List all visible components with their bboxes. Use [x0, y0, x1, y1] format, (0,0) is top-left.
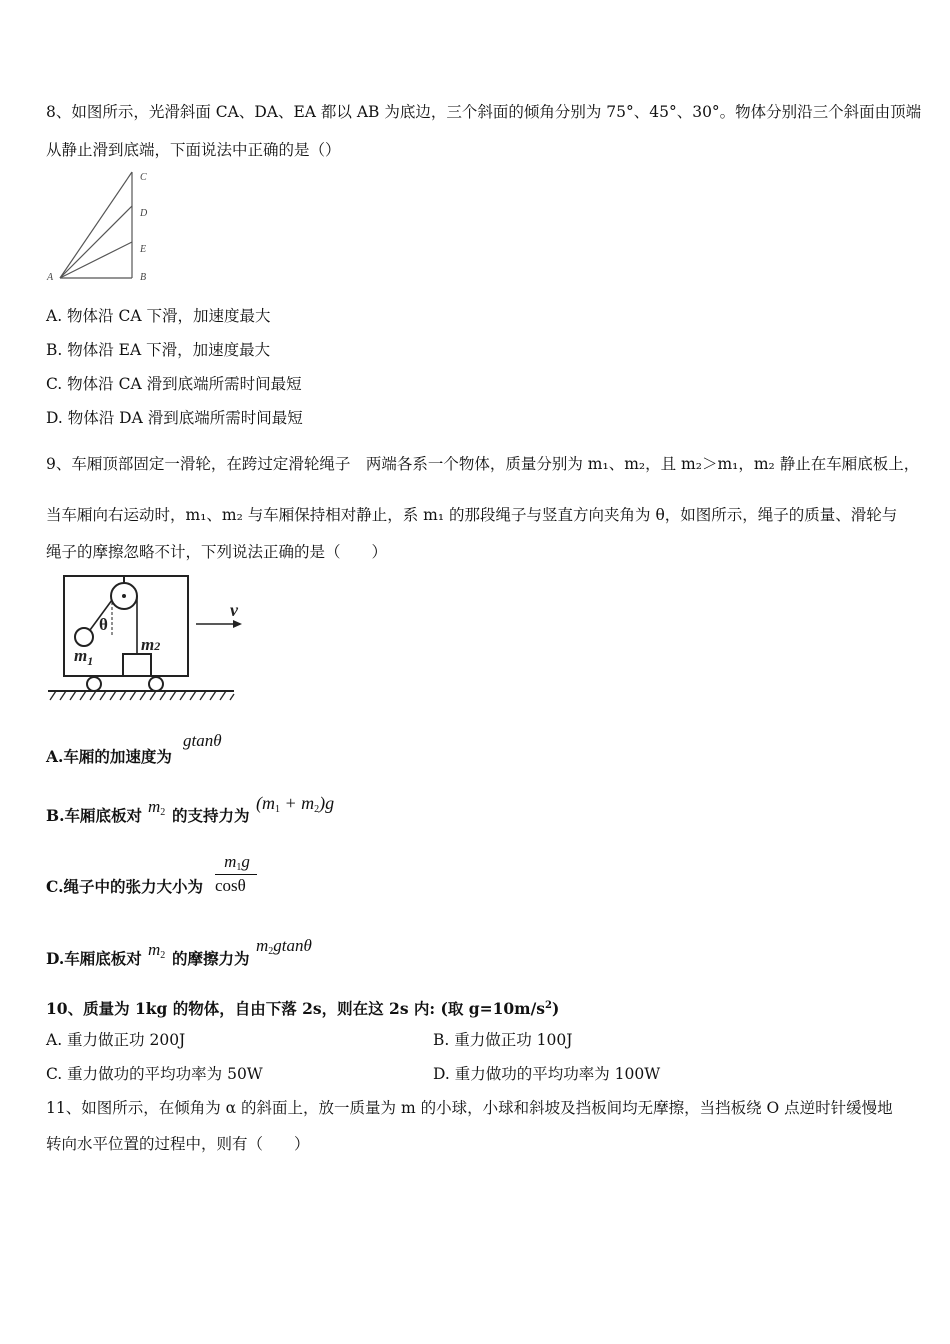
- q9-theta-label: θ: [99, 615, 108, 634]
- q9-option-a-text: A.车厢的加速度为: [46, 747, 172, 766]
- q10-option-c: C. 重力做功的平均功率为 50W: [46, 1065, 263, 1083]
- q8-slope-ea: [60, 242, 132, 278]
- q9-option-c-numerator: $m_1g$: [224, 852, 250, 873]
- q9-option-d-text2: 的摩擦力为: [172, 949, 250, 968]
- q9-mass-m1: [75, 628, 93, 646]
- q9-carriage-figure: [44, 572, 244, 706]
- q8-option-d: D. 物体沿 DA 滑到底端所需时间最短: [46, 409, 303, 427]
- q9-option-b-text1: B.车厢底板对: [46, 806, 142, 825]
- q9-wheel-left: [87, 677, 101, 691]
- q8-option-c: C. 物体沿 CA 滑到底端所需时间最短: [46, 375, 302, 393]
- q9-option-d-math: $m_2gtan\theta$: [256, 936, 312, 957]
- q9-ground-hatching: [50, 691, 234, 700]
- q9-option-d-text1: D.车厢底板对: [46, 949, 142, 968]
- q9-option-b-math: $(m_1 + m_2)g$: [256, 793, 335, 815]
- q10-option-b: B. 重力做正功 100J: [433, 1031, 573, 1049]
- q9-arrow-head: [233, 620, 242, 628]
- q9-m2-label: m2: [141, 635, 161, 654]
- q9-option-c-fraction-bar: [215, 874, 257, 875]
- q9-option-b-text2: 的支持力为: [172, 806, 250, 825]
- q8-slope-ca: [60, 172, 132, 278]
- q9-mass-m2: [123, 654, 151, 676]
- q11-stem-line2: 转向水平位置的过程中，则有（ ）: [46, 1135, 310, 1153]
- q9-option-d-mass: $m_2$: [148, 940, 166, 961]
- q9-pulley-axle: [122, 594, 126, 598]
- q8-label-a: A: [47, 272, 54, 283]
- q9-stem-line1: 9、车厢顶部固定一滑轮，在跨过定滑轮绳子 两端各系一个物体，质量分别为 m₁、m₂，且 m₂＞m₁，m₂ 静止在车厢底板上，: [46, 455, 920, 473]
- q8-option-b: B. 物体沿 EA 下滑，加速度最大: [46, 341, 271, 359]
- q9-stem-line3: 绳子的摩擦忽略不计，下列说法正确的是（ ）: [46, 543, 388, 561]
- q8-incline-figure: [44, 168, 164, 286]
- q9-velocity-label: v: [230, 600, 238, 620]
- q8-label-c: C: [140, 172, 147, 183]
- q8-stem-line2: 从静止滑到底端，下面说法中正确的是（）: [46, 141, 341, 159]
- q9-option-b-mass: $m_2$: [148, 797, 166, 818]
- q10-option-a: A. 重力做正功 200J: [46, 1031, 186, 1049]
- q10-option-d: D. 重力做功的平均功率为 100W: [433, 1065, 661, 1083]
- q9-option-a-math: gtanθ: [183, 731, 222, 750]
- q8-label-d: D: [140, 208, 148, 219]
- q11-stem-line1: 11、如图所示，在倾角为 α 的斜面上，放一质量为 m 的小球，小球和斜坡及挡板间均无摩擦，当挡板绕 O 点逆时针缓慢地: [46, 1099, 893, 1117]
- q9-option-c-denominator: cosθ: [215, 876, 246, 895]
- q10-stem: 10、质量为 1kg 的物体，自由下落 2s，则在这 2s 内: (取 $g=10m/s^2$): [46, 999, 560, 1018]
- q9-option-c-text: C.绳子中的张力大小为: [46, 877, 203, 896]
- q9-wheel-right: [149, 677, 163, 691]
- q9-m1-label: $m_1$: [74, 646, 94, 668]
- q8-label-e: E: [140, 244, 147, 255]
- q8-label-b: B: [140, 272, 147, 283]
- q8-stem-line1: 8、如图所示，光滑斜面 CA、DA、EA 都以 AB 为底边，三个斜面的倾角分别为 75°、45°、30°。物体分别沿三个斜面由顶端: [46, 103, 922, 121]
- q8-slope-da: [60, 206, 132, 278]
- q8-option-a: A. 物体沿 CA 下滑，加速度最大: [46, 307, 271, 325]
- q9-stem-line2: 当车厢向右运动时，m₁、m₂ 与车厢保持相对静止，系 m₁ 的那段绳子与竖直方向夹角为 θ，如图所示，绳子的质量、滑轮与: [46, 506, 898, 524]
